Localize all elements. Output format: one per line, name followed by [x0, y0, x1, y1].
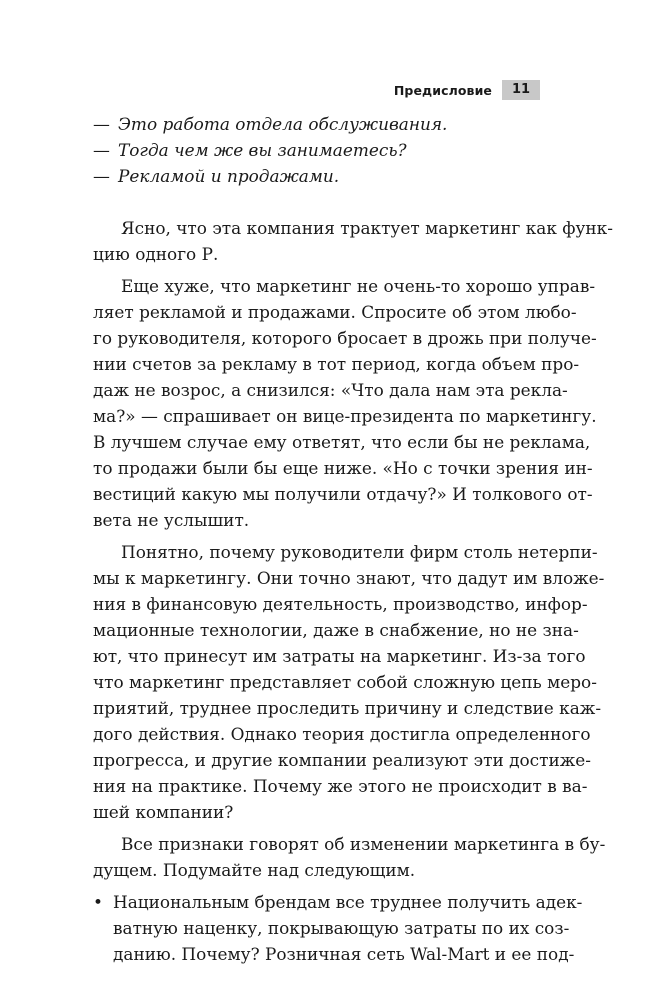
text-line: цию одного Р.	[93, 244, 219, 264]
text-line: вета не услышит.	[93, 510, 250, 530]
bullet-mark: •	[93, 892, 103, 912]
paragraph	[93, 831, 606, 883]
dialog-block	[93, 111, 541, 189]
text-line: Понятно, почему руководители фирм столь нетерпи-	[121, 542, 598, 562]
body-text	[93, 111, 613, 967]
text-line: ют, что принесут им затраты на маркетинг. Из-за того	[93, 646, 586, 666]
section-title: Предисловие	[393, 82, 492, 98]
text-line: дого действия. Однако теория достигла определенного	[93, 724, 591, 744]
text-line: даж не возрос, а снизился: «Что дала нам эта рекла-	[93, 380, 568, 400]
text-line: дущем. Подумайте над следующим.	[93, 860, 416, 880]
bullet-text	[113, 889, 582, 967]
text-line: то продажи были бы еще ниже. «Но с точки зрения ин-	[93, 458, 593, 478]
text-line: Все признаки говорят об изменении маркетинга в бу-	[121, 834, 606, 854]
text-line: данию. Почему? Розничная сеть Wal-Mart и ее под-	[113, 944, 575, 964]
paragraph	[93, 539, 605, 825]
paragraph	[93, 215, 613, 267]
dialog-dash: —	[93, 140, 110, 160]
dialog-text: Это работа отдела обслуживания.	[118, 114, 448, 134]
dialog-text: Тогда чем же вы занимаетесь?	[118, 140, 407, 160]
text-line: го руководителя, которого бросает в дрожь при получе-	[93, 328, 597, 348]
text-line: мы к маркетингу. Они точно знают, что дадут им вложе-	[93, 568, 605, 588]
text-line: В лучшем случае ему ответят, что если бы не реклама,	[93, 432, 591, 452]
dialog-line	[93, 137, 541, 163]
text-line: ния на практике. Почему же этого не происходит в ва-	[93, 776, 588, 796]
text-line: ма?» — спрашивает он вице-президента по маркетингу.	[93, 406, 597, 426]
text-line: приятий, труднее проследить причину и следствие каж-	[93, 698, 602, 718]
text-line: ватную наценку, покрывающую затраты по их соз-	[113, 918, 570, 938]
text-line: ляет рекламой и продажами. Спросите об этом любо-	[93, 302, 577, 322]
paragraph	[93, 273, 597, 533]
text-line: шей компании?	[93, 802, 234, 822]
text-line: вестиций какую мы получили отдачу?» И толкового от-	[93, 484, 593, 504]
text-line: Еще хуже, что маркетинг не очень-то хорошо управ-	[121, 276, 596, 296]
text-line: Ясно, что эта компания трактует маркетинг как функ-	[121, 218, 613, 238]
text-line: что маркетинг представляет собой сложную цепь меро-	[93, 672, 597, 692]
dialog-text: Рекламой и продажами.	[118, 166, 340, 186]
bullet-list-item	[93, 889, 583, 967]
dialog-dash: —	[93, 166, 110, 186]
dialog-dash: —	[93, 114, 110, 134]
page-number: 11	[502, 80, 540, 100]
text-line: мационные технологии, даже в снабжение, но не зна-	[93, 620, 579, 640]
dialog-line	[93, 111, 541, 137]
text-line: прогресса, и другие компании реализуют эти достиже-	[93, 750, 591, 770]
text-line: ния в финансовую деятельность, производство, инфор-	[93, 594, 588, 614]
dialog-line	[93, 163, 541, 189]
running-header	[394, 80, 540, 100]
text-line: Национальным брендам все труднее получить адек-	[113, 892, 583, 912]
text-line: нии счетов за рекламу в тот период, когда объем про-	[93, 354, 580, 374]
